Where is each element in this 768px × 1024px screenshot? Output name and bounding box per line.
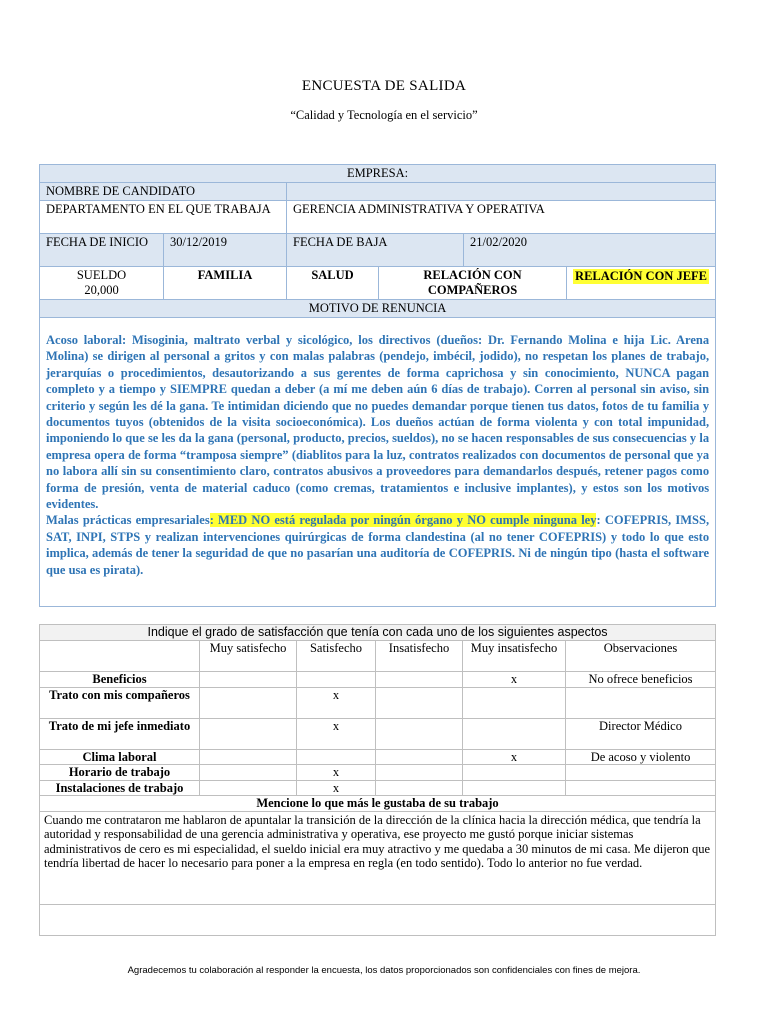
rating-cell[interactable]: x [297, 718, 376, 749]
salary-label: SUELDO [76, 268, 127, 282]
rating-cell[interactable]: x [463, 749, 566, 765]
likes-heading: Mencione lo que más le gustaba de su trabajo [40, 796, 716, 812]
rating-cell[interactable] [463, 718, 566, 749]
table-row [40, 687, 716, 718]
table-row [40, 765, 716, 781]
footer-note: Agradecemos tu colaboración al responder la encuesta, los datos proporcionados son confidenciales con fines de mejora. [127, 965, 641, 976]
boss-relation-cell [567, 267, 716, 300]
rating-cell[interactable]: x [463, 672, 566, 688]
reason-paragraph-1: Acoso laboral: Misoginia, maltrato verbal y sicológico, los directivos (dueños: Dr. Fernando Molina e hija Lic. Arena Molina) se dirigen al personal a gritos y con malas palabras (pendejo, imbécil, jodido), no respetan los planes de trabajo, jerarquías o procedimientos, desautorizando a sus gerentes de forma caprichosa y sin conocimiento, NUNCA pagan completo y a tiempo y SIEMPRE quedan a deber (a mí me deben aún 6 días de trabajo). Corren al personal sin aviso, sin criterio y según les dé la gana. Te intimidan diciendo que no puedes demandar porque tienen tus datos, fotos de tu familia y documentos tuyos (obtenidos de la visita socioeconómica). Los dueños actúan de forma violenta y con total impunidad, imponiendo lo que se les da la gana (personal, producto, precios, sueldos), no se hacen responsables de sus consecuencias y la empresa opera de forma “tramposa siempre” (diablitos para la luz, contratos realizados con documentos de personal que ya no labora allí sin su consentimiento claro, contratos abusivos a proveedores para demandarlos después, retener pagos como forma de presión, venta de material caduco (como cremas, tratamientos e inclusive implantes), y estos son los motivos evidentes. [46, 333, 710, 512]
rating-cell[interactable] [376, 718, 463, 749]
aspect-header [40, 641, 200, 672]
employee-info-table [39, 164, 716, 607]
rating-cell[interactable] [297, 672, 376, 688]
observation-cell[interactable]: De acoso y violento [566, 749, 716, 765]
rating-cell[interactable] [463, 765, 566, 781]
start-date-label: FECHA DE INICIO [40, 234, 164, 267]
col-satisfecho: Satisfecho [297, 641, 376, 672]
rating-cell[interactable] [463, 780, 566, 796]
end-date-label: FECHA DE BAJA [287, 234, 464, 267]
reason-p2-start: Malas prácticas empresariales [46, 513, 210, 528]
aspect-label: Instalaciones de trabajo [40, 780, 200, 796]
rating-cell[interactable] [200, 718, 297, 749]
health-label: SALUD [287, 267, 379, 300]
end-date-value: 21/02/2020 [464, 234, 716, 267]
rating-cell[interactable] [200, 780, 297, 796]
observation-cell[interactable] [566, 765, 716, 781]
rating-cell[interactable] [376, 749, 463, 765]
observation-cell[interactable]: Director Médico [566, 718, 716, 749]
table-row [40, 672, 716, 688]
rating-cell[interactable] [376, 765, 463, 781]
rating-cell[interactable]: x [297, 780, 376, 796]
aspect-label: Horario de trabajo [40, 765, 200, 781]
observation-cell[interactable] [566, 687, 716, 718]
candidate-name-field[interactable] [287, 183, 716, 201]
survey-heading: Indique el grado de satisfacción que tenía con cada uno de los siguientes aspectos [40, 625, 716, 641]
table-row [40, 718, 716, 749]
document-subtitle: “Calidad y Tecnología en el servicio” [290, 108, 478, 122]
rating-cell[interactable] [376, 687, 463, 718]
rating-cell[interactable] [297, 749, 376, 765]
observation-cell[interactable] [566, 780, 716, 796]
col-muy-satisfecho: Muy satisfecho [200, 641, 297, 672]
rating-cell[interactable] [463, 687, 566, 718]
family-label: FAMILIA [164, 267, 287, 300]
rating-cell[interactable] [200, 749, 297, 765]
rating-cell[interactable] [200, 672, 297, 688]
document-title: ENCUESTA DE SALIDA [301, 78, 467, 94]
reason-paragraph-2 [46, 512, 709, 578]
coworker-relation-label: RELACIÓN CON COMPAÑEROS [379, 267, 567, 300]
col-observaciones: Observaciones [566, 641, 716, 672]
salary-cell [40, 267, 164, 300]
col-muy-insatisfecho: Muy insatisfecho [463, 641, 566, 672]
extra-answer-field[interactable] [40, 904, 716, 935]
start-date-value: 30/12/2019 [164, 234, 287, 267]
table-row [40, 749, 716, 765]
rating-cell[interactable] [376, 672, 463, 688]
observation-cell[interactable]: No ofrece beneficios [566, 672, 716, 688]
department-label: DEPARTAMENTO EN EL QUE TRABAJA [40, 201, 287, 234]
boss-relation-label: RELACIÓN CON JEFE [575, 269, 708, 283]
col-insatisfecho: Insatisfecho [376, 641, 463, 672]
aspect-label: Trato de mi jefe inmediato [40, 718, 200, 749]
empresa-label: EMPRESA: [40, 165, 716, 183]
reason-p2-end: : COFEPRIS, IMSS, SAT, INPI, STPS y realizan intervenciones quirúrgicas de forma clandestina (al no tener COFEPRIS) y todo lo que esto implica, además de tener la seguridad de que no pasarían una auditoría de COFEPRIS. Ni de ningún tipo (hasta el software que usa es pirata). [46, 513, 710, 577]
salary-value: 20,000 [84, 283, 119, 297]
department-value: GERENCIA ADMINISTRATIVA Y OPERATIVA [287, 201, 716, 234]
aspect-label: Beneficios [40, 672, 200, 688]
aspect-label: Trato con mis compañeros [40, 687, 200, 718]
resignation-reason-text [40, 318, 716, 607]
aspect-label: Clima laboral [40, 749, 200, 765]
rating-cell[interactable] [200, 765, 297, 781]
resignation-reason-label: MOTIVO DE RENUNCIA [40, 300, 716, 318]
table-row [40, 780, 716, 796]
rating-cell[interactable] [376, 780, 463, 796]
candidate-name-label: NOMBRE DE CANDIDATO [40, 183, 287, 201]
rating-cell[interactable]: x [297, 687, 376, 718]
rating-cell[interactable]: x [297, 765, 376, 781]
satisfaction-table [39, 624, 716, 936]
reason-p2-highlight: : MED NO está regulada por ningún órgano y NO cumple ninguna ley [209, 513, 597, 528]
rating-cell[interactable] [200, 687, 297, 718]
likes-text[interactable]: Cuando me contrataron me hablaron de apuntalar la transición de la dirección de la clínica hacia la dirección médica, que tendría la autoridad y responsabilidad de una gerencia administrativa y operativa, ese proyecto me gustó porque iniciar sistemas administrativos de cero es mi especialidad, el sueldo inicial era muy atractivo y me quedaba a 30 minutos de mi casa. Me dijeron que tendría libertad de hacer lo necesario para poner a la empresa en regla (en todo sentido). Todo lo anterior no fue verdad. [40, 811, 716, 904]
